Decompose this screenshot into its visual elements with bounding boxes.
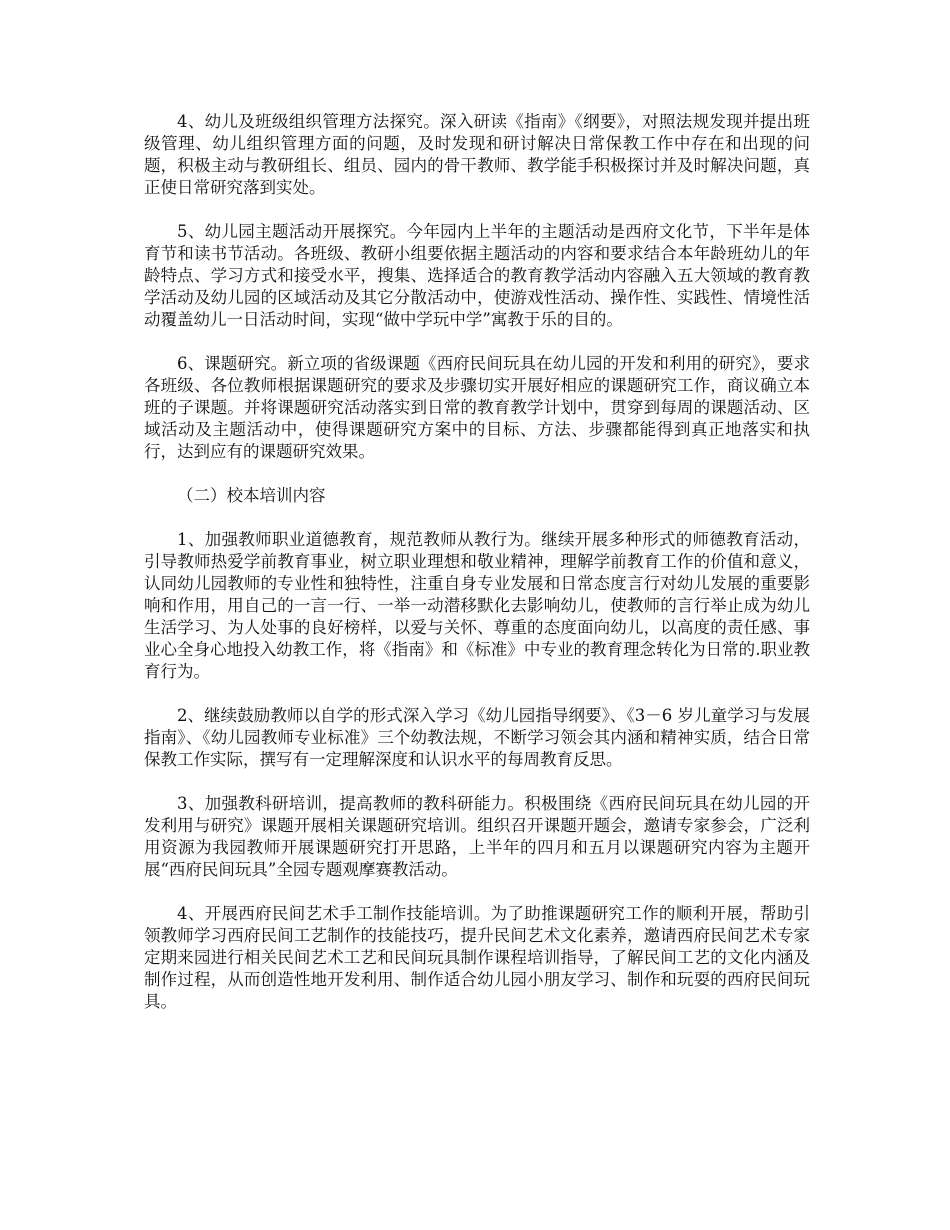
paragraph-item-5-theme-activities: 5、幼儿园主题活动开展探究。今年园内上半年的主题活动是西府文化节，下半年是体育节和读书节活动。各班级、教研小组要依据主题活动的内容和要求结合本年龄班幼儿的年龄特点、学习方式和接受水平，搜集、选择适合的教育教学活动内容融入五大领域的教育教学活动及幼儿园的区域活动及其它分散活动中，使游戏性活动、操作性、实践性、情境性活动覆盖幼儿一日活动时间，实现“做中学玩中学”寓教于乐的目的。 [144, 222, 810, 329]
paragraph-training-2-self-study: 2、继续鼓励教师以自学的形式深入学习《幼儿园指导纲要》、《3－6 岁儿童学习与发展指南》、《幼儿园教师专业标准》三个幼教法规，不断学习领会其内涵和精神实质，结合日常保教工作实际，撰写有一定理解深度和认识水平的每周教育反思。 [144, 706, 810, 769]
paragraph-item-6-research-project: 6、课题研究。新立项的省级课题《西府民间玩具在幼儿园的开发和利用的研究》，要求各班级、各位教师根据课题研究的要求及步骤切实开展好相应的课题研究工作，商议确立本班的子课题。并将课题研究活动落实到日常的教育教学计划中，贯穿到每周的课题活动、区域活动及主题活动中，使得课题研究方案中的目标、方法、步骤都能得到真正地落实和执行，达到应有的课题研究效果。 [144, 354, 810, 461]
section-heading-school-training: （二）校本培训内容 [177, 486, 326, 505]
document-body [144, 111, 810, 1035]
paragraph-item-4-class-management: 4、幼儿及班级组织管理方法探究。深入研读《指南》《纲要》，对照法规发现并提出班级管理、幼儿组织管理方面的问题，及时发现和研讨解决日常保教工作中存在和出现的问题，积极主动与教研组长、组员、园内的骨干教师、教学能手积极探讨并及时解决问题，真正使日常研究落到实处。 [144, 112, 810, 197]
paragraph-training-1-ethics: 1、加强教师职业道德教育，规范教师从教行为。继续开展多种形式的师德教育活动，引导教师热爱学前教育事业，树立职业理想和敬业精神，理解学前教育工作的价值和意义，认同幼儿园教师的专业性和独特性，注重自身专业发展和日常态度言行对幼儿发展的重要影响和作用，用自己的一言一行、一举一动潜移默化去影响幼儿，使教师的言行举止成为幼儿生活学习、为人处事的良好榜样，以爱与关怀、尊重的态度面向幼儿，以高度的责任感、事业心全身心地投入幼教工作，将《指南》和《标准》中专业的教育理念转化为日常的.职业教育行为。 [144, 530, 810, 681]
paragraph-training-3-research: 3、加强教科研培训，提高教师的教科研能力。积极围绕《西府民间玩具在幼儿园的开发利用与研究》课题开展相关课题研究培训。组织召开课题开题会，邀请专家参会，广泛利用资源为我园教师开展课题研究打开思路，上半年的四月和五月以课题研究内容为主题开展“西府民间玩具”全园专题观摩赛教活动。 [144, 794, 810, 879]
paragraph-training-4-folk-craft: 4、开展西府民间艺术手工制作技能培训。为了助推课题研究工作的顺利开展，帮助引领教师学习西府民间工艺制作的技能技巧，提升民间艺术文化素养，邀请西府民间艺术专家定期来园进行相关民间艺术工艺和民间玩具制作课程培训指导，了解民间工艺的文化内涵及制作过程，从而创造性地开发利用、制作适合幼儿园小朋友学习、制作和玩耍的西府民间玩具。 [144, 904, 810, 1011]
